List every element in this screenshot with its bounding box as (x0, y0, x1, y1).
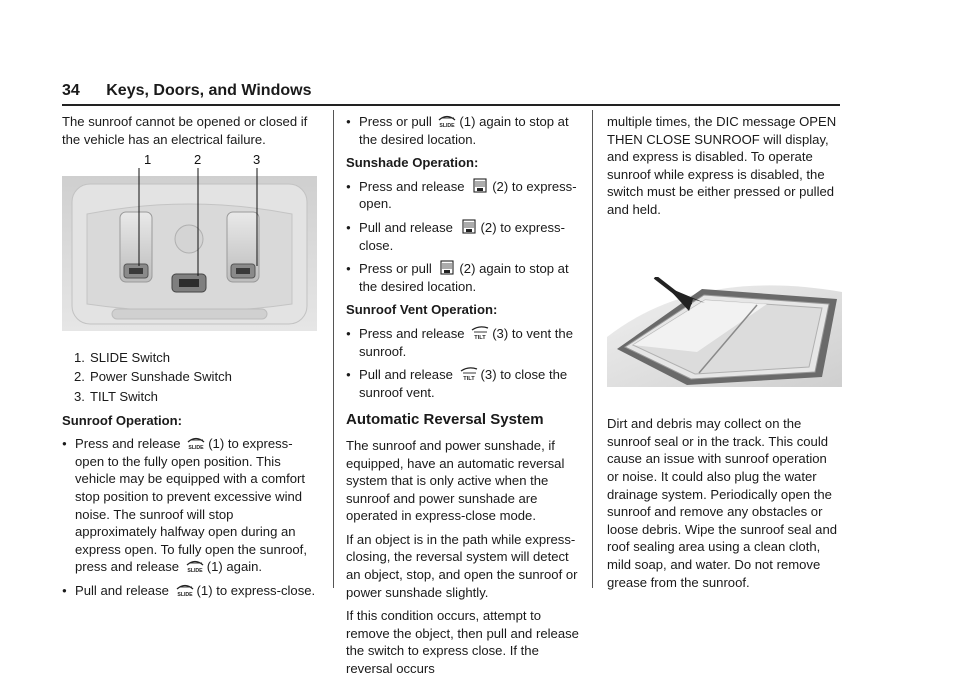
list-item: ● Press and release (1) to express-open to the fully open position. This vehicle may be equipped with a comfort stop position to prevent excessive wind noise. The sunroof will stop approximately halfway open during an express open. To fully open the sunroof, press and release (1) again. (62, 435, 317, 576)
sunroof-seal-figure (607, 277, 842, 392)
column-3 (607, 113, 842, 597)
sunshade-icon (458, 219, 480, 234)
list-item: ● Press and release (3) to vent the sunroof. (346, 325, 581, 360)
tilt-icon (458, 366, 480, 381)
column-divider (592, 110, 593, 588)
column-1 (62, 113, 317, 606)
figure-legend (62, 349, 317, 406)
sunroof-seal-illustration (607, 277, 842, 387)
sunshade-icon (469, 178, 491, 193)
paragraph: Dirt and debris may collect on the sunroof seal or in the track. This could cause an issue with sunroof operation or noise. It could also plug the water drainage system. Periodically open the sunroof and remove any obstacles or loose debris. Wipe the sunroof seal and roof sealing area using a clean cloth, mild soap, and water. Do not remove grease from the sunroof. (607, 416, 838, 590)
slide-icon (185, 435, 207, 450)
paragraph: If an object is in the path while express-closing, the reversal system will detect an object, stop, and open the sunroof or power sunshade slightly. (346, 531, 578, 600)
callout-1: 1 (144, 154, 152, 168)
list-item: ● Press or pull (2) again to stop at the desired location. (346, 260, 581, 295)
legend-item: 2. Power Sunshade Switch (74, 369, 232, 385)
vent-operation-heading: Sunroof Vent Operation: (346, 302, 498, 318)
sunroof-operation-heading: Sunroof Operation: (62, 412, 183, 428)
slide-icon (184, 558, 206, 573)
tilt-icon (469, 325, 491, 340)
sunroof-operation-list (62, 435, 317, 599)
paragraph: If this condition occurs, attempt to remove the object, then pull and release the switch to express close. If the reversal occurs (346, 608, 579, 677)
list-item: ● Press and release (2) to express-open. (346, 178, 581, 213)
list-item: ● Pull and release (1) to express-close. (62, 582, 317, 600)
intro-paragraph: The sunroof cannot be opened or closed if the vehicle has an electrical failure. (62, 114, 308, 147)
header-rule (62, 104, 840, 106)
sunroof-operation-list-cont (346, 113, 581, 148)
list-item: ● Pull and release (3) to close the sunroof vent. (346, 366, 581, 401)
sunshade-operation-heading: Sunshade Operation: (346, 155, 479, 171)
section-title: Keys, Doors, and Windows (106, 82, 312, 99)
list-item: ● Pull and release (2) to express-close. (346, 219, 581, 254)
legend-item: 1. SLIDE Switch (74, 349, 171, 365)
slide-icon (174, 582, 196, 597)
callout-3: 3 (253, 154, 261, 168)
sunshade-operation-list (346, 178, 581, 296)
legend-item: 3. TILT Switch (74, 388, 158, 404)
page-number: 34 (62, 82, 80, 99)
callout-2: 2 (194, 154, 202, 168)
vent-operation-list (346, 325, 581, 401)
column-divider (333, 110, 334, 588)
column-2 (346, 113, 581, 684)
paragraph: multiple times, the DIC message OPEN THEN CLOSE SUNROOF will display, and express is disabled. To operate sunroof while express is disabled, the switch must be either pressed or pulled and held. (607, 114, 837, 217)
list-item: ● Press or pull (1) again to stop at the desired location. (346, 113, 581, 148)
paragraph: The sunroof and power sunshade, if equipped, have an automatic reversal system that is only active when the sunroof and power sunshade are operated in express-close mode. (346, 437, 565, 524)
section-heading: Automatic Reversal System (346, 411, 544, 429)
sunshade-icon (436, 260, 458, 275)
page-header (62, 82, 840, 100)
overhead-console-figure (62, 154, 317, 339)
slide-icon (436, 113, 458, 128)
overhead-console-illustration (62, 154, 317, 334)
